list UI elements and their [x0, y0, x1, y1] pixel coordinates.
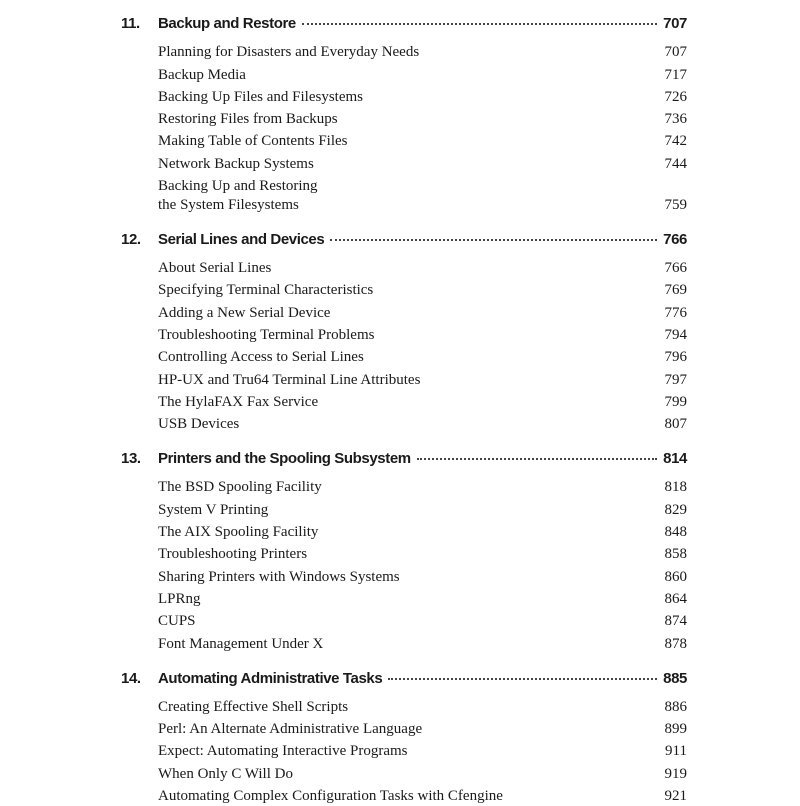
section-entry[interactable] — [121, 761, 687, 783]
section-title: Creating Effective Shell Scripts — [158, 698, 349, 715]
section-title: USB Devices — [158, 416, 240, 433]
section-entry[interactable] — [121, 520, 687, 542]
section-entry[interactable] — [121, 412, 687, 434]
chapter-block — [121, 15, 687, 215]
section-title: Restoring Files from Backups — [158, 111, 338, 128]
section-page-number: 829 — [664, 501, 687, 518]
chapter-heading[interactable] — [121, 231, 687, 256]
chapter-page-number: 885 — [663, 669, 687, 687]
chapter-heading[interactable] — [121, 15, 687, 40]
section-page-number: 848 — [664, 524, 687, 541]
dot-leader — [330, 239, 657, 241]
section-page-number: 899 — [664, 721, 687, 738]
section-title: Making Table of Contents Files — [158, 133, 348, 150]
section-title: HP-UX and Tru64 Terminal Line Attributes — [158, 371, 421, 388]
section-title: Specifying Terminal Characteristics — [158, 282, 374, 299]
chapter-number: 11. — [121, 15, 140, 32]
section-entry[interactable] — [121, 717, 687, 739]
section-title: Sharing Printers with Windows Systems — [158, 568, 400, 585]
section-entry[interactable] — [121, 174, 687, 215]
chapter-heading[interactable] — [121, 670, 687, 695]
chapter-block — [121, 231, 687, 434]
section-page-number: 911 — [665, 743, 687, 760]
section-title: Troubleshooting Printers — [158, 546, 308, 563]
section-page-number: 759 — [664, 196, 687, 213]
section-page-number: 921 — [664, 788, 687, 805]
section-entry[interactable] — [121, 278, 687, 300]
section-title: CUPS — [158, 613, 196, 630]
section-entry[interactable] — [121, 300, 687, 322]
chapter-heading[interactable] — [121, 450, 687, 475]
chapter-number: 13. — [121, 450, 141, 468]
section-entry[interactable] — [121, 631, 687, 653]
section-page-number: 794 — [664, 326, 687, 343]
section-page-number: 886 — [664, 698, 687, 715]
section-entry[interactable] — [121, 40, 687, 62]
section-entry[interactable] — [121, 151, 687, 173]
section-entry[interactable] — [121, 390, 687, 412]
section-title: Expect: Automating Interactive Programs — [158, 743, 408, 760]
section-page-number: 796 — [664, 349, 687, 366]
section-page-number: 860 — [664, 568, 687, 585]
dot-leader — [388, 678, 657, 680]
section-entry[interactable] — [121, 107, 687, 129]
section-page-number: 818 — [664, 479, 687, 496]
section-entry[interactable] — [121, 345, 687, 367]
section-title: System V Printing — [158, 501, 269, 518]
section-entry[interactable] — [121, 62, 687, 84]
chapter-number: 12. — [121, 230, 141, 248]
section-page-number: 769 — [664, 282, 687, 299]
chapter-title: Backup and Restore — [158, 15, 296, 32]
section-title: Perl: An Alternate Administrative Language — [158, 721, 423, 738]
section-list — [121, 40, 687, 215]
section-page-number: 797 — [664, 371, 687, 388]
section-title: Adding a New Serial Device — [158, 304, 331, 321]
section-entry[interactable] — [121, 695, 687, 717]
section-entry[interactable] — [121, 129, 687, 151]
table-of-contents — [121, 15, 687, 806]
section-title: When Only C Will Do — [158, 765, 293, 782]
section-list — [121, 695, 687, 806]
section-page-number: 744 — [664, 155, 687, 172]
section-page-number: 742 — [664, 133, 687, 150]
section-entry[interactable] — [121, 609, 687, 631]
section-entry[interactable] — [121, 323, 687, 345]
section-entry[interactable] — [121, 85, 687, 107]
section-entry[interactable] — [121, 256, 687, 278]
dot-leader — [302, 23, 657, 25]
section-page-number: 707 — [664, 44, 687, 61]
section-page-number: 776 — [664, 304, 687, 321]
section-entry[interactable] — [121, 564, 687, 586]
section-title: The BSD Spooling Facility — [158, 479, 322, 496]
section-title: Backup Media — [158, 66, 246, 83]
chapter-title: Automating Administrative Tasks — [158, 669, 383, 687]
section-title: Backing Up Files and Filesystems — [158, 88, 363, 105]
section-entry[interactable] — [121, 367, 687, 389]
chapter-page-number: 766 — [663, 230, 687, 248]
section-title: Backing Up and Restoring the System Filesystems — [158, 177, 318, 213]
section-entry[interactable] — [121, 739, 687, 761]
section-entry[interactable] — [121, 475, 687, 497]
section-title: LPRng — [158, 590, 201, 607]
section-entry[interactable] — [121, 784, 687, 806]
chapter-block — [121, 670, 687, 806]
section-title: Network Backup Systems — [158, 155, 314, 172]
section-list — [121, 256, 687, 434]
section-title: Troubleshooting Terminal Problems — [158, 326, 375, 343]
section-page-number: 766 — [664, 260, 687, 277]
section-title: Font Management Under X — [158, 635, 324, 652]
chapter-title: Serial Lines and Devices — [158, 230, 325, 248]
chapter-number: 14. — [121, 669, 141, 687]
section-page-number: 736 — [664, 111, 687, 128]
section-entry[interactable] — [121, 497, 687, 519]
section-page-number: 858 — [664, 546, 687, 563]
section-title: About Serial Lines — [158, 260, 272, 277]
section-page-number: 726 — [664, 88, 687, 105]
section-title: The HylaFAX Fax Service — [158, 393, 319, 410]
chapter-title: Printers and the Spooling Subsystem — [158, 450, 411, 468]
section-page-number: 799 — [664, 393, 687, 410]
chapter-block — [121, 450, 687, 653]
section-page-number: 874 — [664, 613, 687, 630]
section-title: The AIX Spooling Facility — [158, 524, 319, 541]
section-page-number: 864 — [664, 590, 687, 607]
chapter-page-number: 814 — [663, 450, 687, 468]
section-title: Automating Complex Configuration Tasks with Cfengine — [158, 788, 503, 805]
dot-leader — [417, 458, 657, 460]
section-entry[interactable] — [121, 542, 687, 564]
section-page-number: 878 — [664, 635, 687, 652]
section-page-number: 807 — [664, 416, 687, 433]
section-list — [121, 475, 687, 653]
section-page-number: 717 — [664, 66, 687, 83]
section-page-number: 919 — [664, 765, 687, 782]
chapter-page-number: 707 — [663, 15, 687, 32]
section-title: Planning for Disasters and Everyday Needs — [158, 44, 420, 61]
section-entry[interactable] — [121, 587, 687, 609]
section-title: Controlling Access to Serial Lines — [158, 349, 364, 366]
